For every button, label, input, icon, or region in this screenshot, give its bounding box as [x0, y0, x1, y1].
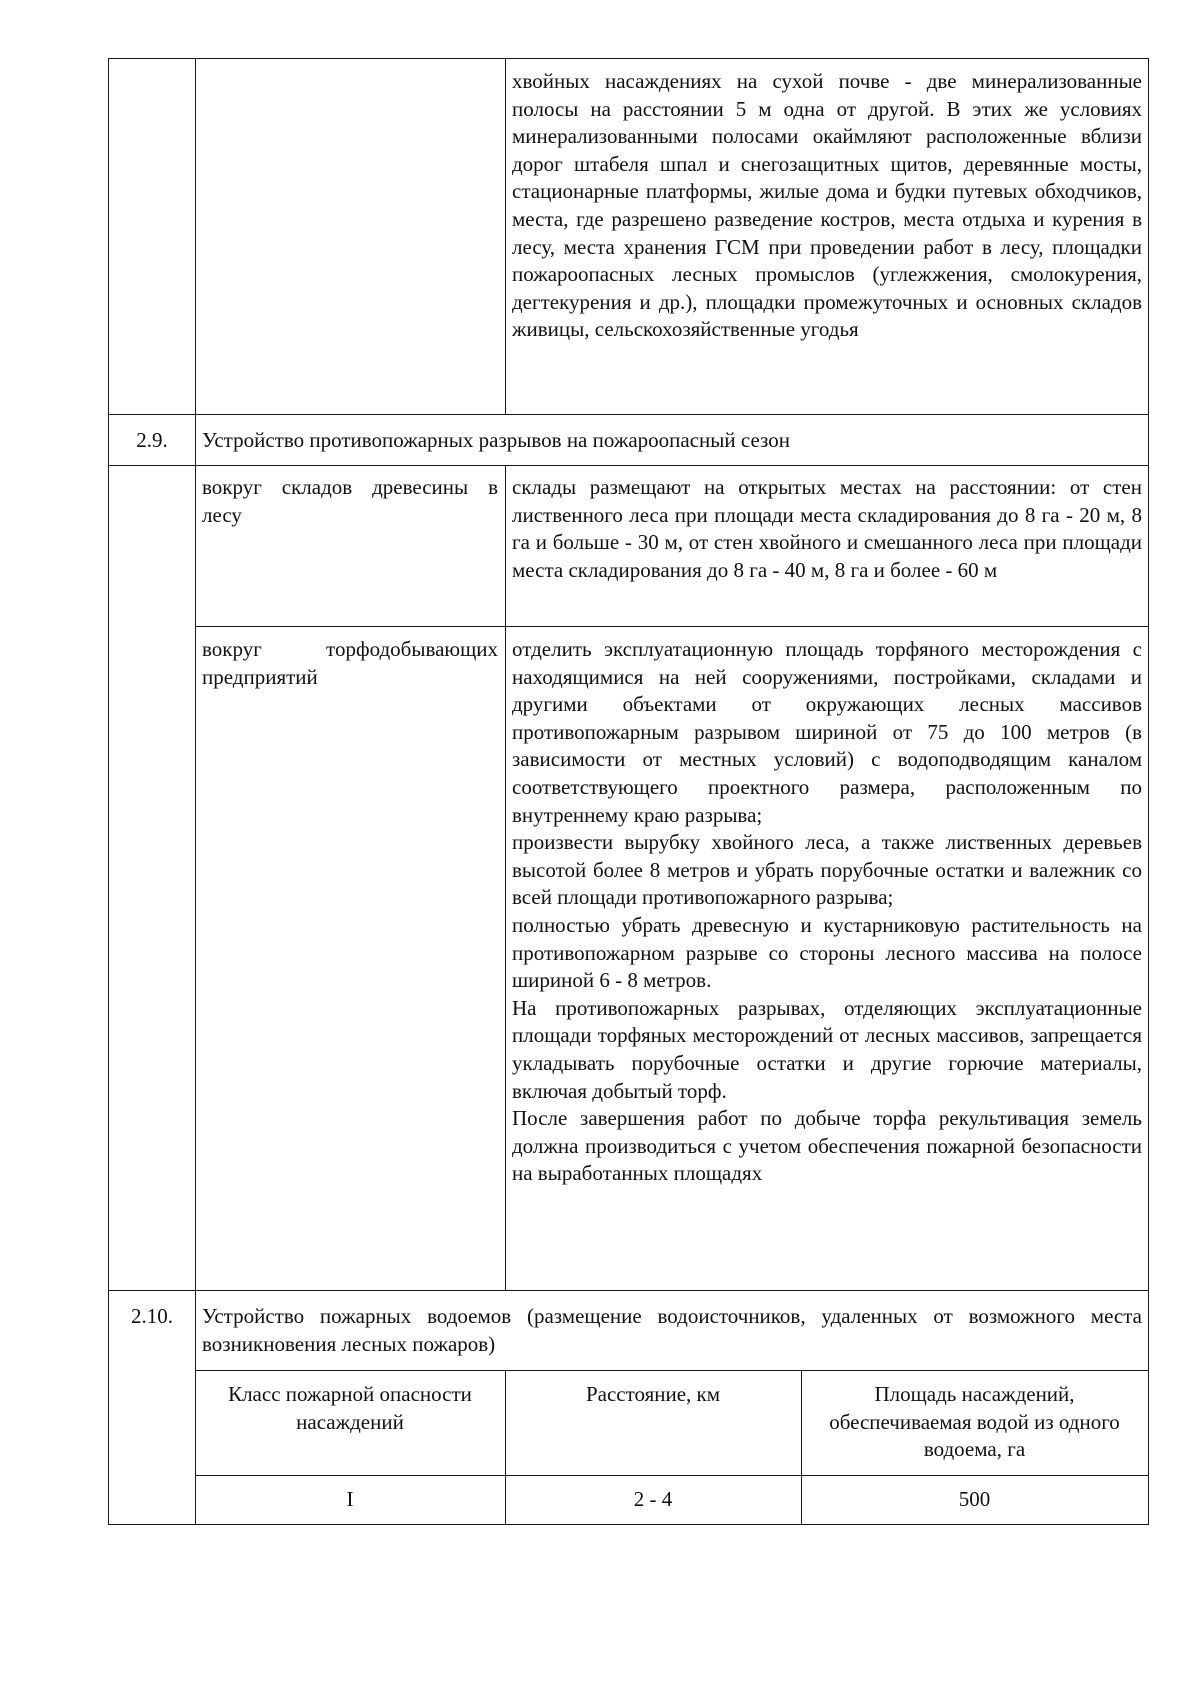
row-divider-2-9-title — [108, 465, 1149, 466]
table-right-border — [1148, 58, 1149, 1525]
top-row-measures-text: хвойных насаждениях на сухой почве - две минерализованные полосы на расстоянии 5 м одна от другой. В этих же условиях минерализованными полосами окаймляют расположенные вблизи дорог штабеля шпал и снегозащитных щитов, деревянные мосты, стационарные платформы, жилые дома и будки путевых обходчиков, места, где разрешено разведение костров, места отдыха и курения в лесу, места хранения ГСМ при проведении работ в лесу, площадки пожароопасных лесных промыслов (углежжения, смолокурения, дегтекурения и др.), площадки промежуточных и основных складов живицы, сельскохозяйственные угодья — [512, 69, 1142, 342]
measure-paragraph: отделить эксплуатационную площадь торфяного месторождения с находящимися на ней сооружениями, постройками, складами и другими объектами от окружающих лесных массивов противопожарным разрывом шириной от 75 до 100 метров (в зависимости от местных условий) с водоподводящим каналом соответствующего проектного размера, расположенным по внутреннему краю разрыва; — [512, 637, 1142, 827]
row-divider-2-10 — [108, 1290, 1149, 1291]
row-object-warehouses: вокруг складов древесины в лесу — [202, 475, 498, 527]
section-2-9-title: Устройство противопожарных разрывов на пожароопасный сезон — [202, 428, 790, 452]
row-measures-warehouses — [512, 474, 1142, 584]
subtable-header-area: Площадь насаждений, обеспечиваемая водой из одного водоема, га — [829, 1382, 1120, 1462]
row-object-peat: вокруг торфодобывающих предприятий — [202, 637, 498, 689]
row-divider-2-9 — [108, 414, 1149, 415]
column-divider-object-middle — [505, 465, 506, 1291]
section-2-10-title: Устройство пожарных водоемов (размещение водоисточников, удаленных от возможного места возникновения лесных пожаров) — [202, 1304, 1142, 1356]
measure-paragraph: На противопожарных разрывах, отделяющих эксплуатационные площади торфяных месторождений от лесных массивов, запрещается укладывать порубочные остатки и другие горючие материалы, включая добытый торф. — [512, 995, 1142, 1103]
column-divider-subtable-1 — [505, 1370, 506, 1525]
column-divider-object-top — [505, 58, 506, 415]
section-2-9-number: 2.9. — [136, 428, 168, 452]
measure-paragraph: произвести вырубку хвойного леса, а также лиственных деревьев высотой более 8 метров и убрать порубочные остатки и валежник со всей площади противопожарного разрыва; — [512, 830, 1142, 910]
row-divider-2-10-title — [195, 1370, 1149, 1371]
column-divider-subtable-2 — [801, 1370, 802, 1525]
subtable-cell-area: 500 — [958, 1487, 991, 1511]
measure-paragraph: После завершения работ по добыче торфа рекультивация земель должна производиться с учетом обеспечения пожарной безопасности на выработанных площадях — [512, 1106, 1142, 1186]
subtable-header-class: Класс пожарной опасности насаждений — [228, 1382, 472, 1434]
section-2-10-number: 2.10. — [131, 1304, 173, 1328]
top-row-measures — [512, 68, 1142, 344]
subtable-header-distance: Расстояние, км — [585, 1382, 721, 1406]
subtable-cell-class: I — [346, 1487, 354, 1511]
subtable-cell-distance: 2 - 4 — [633, 1487, 673, 1511]
row-measures-peat — [512, 636, 1142, 1188]
table-top-border — [108, 58, 1149, 59]
measure-paragraph: полностью убрать древесную и кустарниковую растительность на противопожарном разрыве со стороны лесного массива на полосе шириной 6 - 8 метров. — [512, 912, 1142, 993]
row-divider-warehouses — [195, 626, 1149, 627]
table-bottom-border — [108, 1524, 1149, 1525]
measure-paragraph: склады размещают на открытых местах на расстоянии: от стен лиственного леса при площади места складирования до 8 га - 20 м, 8 га и больше - 30 м, от стен хвойного и смешанного леса при площади места складирования до 8 га - 40 м, 8 га и более - 60 м — [512, 475, 1142, 582]
row-divider-subtable-header — [195, 1475, 1149, 1476]
